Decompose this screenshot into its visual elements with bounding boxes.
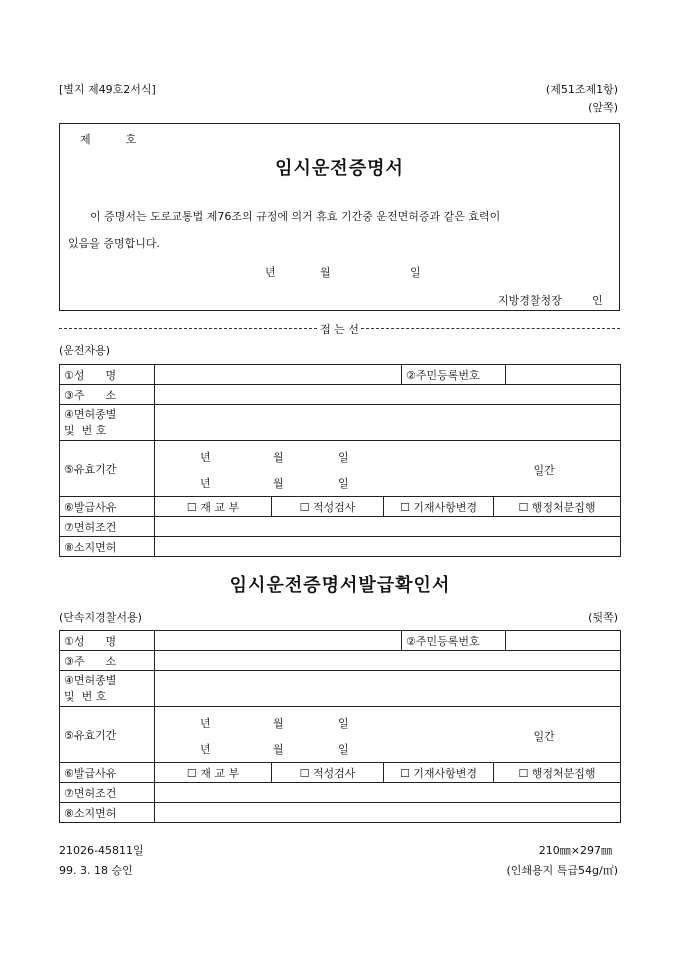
table-row <box>60 537 621 557</box>
validity-start-day: 일 <box>338 451 349 464</box>
held-license-label: ⑧소지면허 <box>60 803 155 823</box>
rrn-label: ②주민등록번호 <box>402 631 506 651</box>
address-label: ③주 소 <box>60 385 155 405</box>
license-condition-label: ⑦면허조건 <box>60 517 155 537</box>
reason-aptitude-test-checkbox[interactable]: ☐ 적성검사 <box>272 763 384 783</box>
validity-dates[interactable] <box>155 707 402 763</box>
name-label: ①성 명 <box>60 631 155 651</box>
held-license-field[interactable] <box>155 537 621 557</box>
validity-days[interactable] <box>402 441 621 497</box>
license-type-label <box>60 671 155 707</box>
certificate-year: 년 <box>265 266 276 279</box>
certificate-body-line2: 있음을 증명합니다. <box>68 237 161 250</box>
license-type-label-line1: ④면허종별 <box>64 407 117 421</box>
validity-start-year: 년 <box>200 717 211 730</box>
license-condition-field[interactable] <box>155 783 621 803</box>
license-type-label <box>60 405 155 441</box>
validity-start-day: 일 <box>338 717 349 730</box>
validity-start-year: 년 <box>200 451 211 464</box>
reason-label: ⑥발급사유 <box>60 497 155 517</box>
license-type-field[interactable] <box>155 671 621 707</box>
fold-line <box>59 321 620 335</box>
certificate-body-line1: 이 증명서는 도로교통법 제76조의 규정에 의거 휴효 기간중 운전면허증과 같은 효력이 <box>90 210 501 223</box>
back-side-label: (뒷쪽) <box>588 611 618 624</box>
reason-record-change-checkbox[interactable]: ☐ 기재사항변경 <box>384 763 494 783</box>
reason-record-change-checkbox[interactable]: ☐ 기재사항변경 <box>384 497 494 517</box>
reason-administrative-action-checkbox[interactable]: ☐ 행정처분집행 <box>494 763 621 783</box>
table-row <box>60 783 621 803</box>
driver-copy-caption: (운전자용) <box>59 344 111 357</box>
license-type-label-line1: ④면허종별 <box>64 673 117 687</box>
confirmation-title: 임시운전증명서발급확인서 <box>229 575 451 596</box>
rrn-field[interactable] <box>506 631 621 651</box>
validity-start-month: 월 <box>273 451 284 464</box>
validity-days-suffix: 일간 <box>533 730 555 743</box>
reason-reissue-checkbox[interactable]: ☐ 재 교 부 <box>155 763 272 783</box>
paper-size: 210㎜×297㎜ <box>538 844 612 857</box>
rrn-label: ②주민등록번호 <box>402 365 506 385</box>
certificate-number: 제 호 <box>80 133 137 146</box>
validity-end-month: 월 <box>273 477 284 490</box>
table-row <box>60 671 621 707</box>
license-type-field[interactable] <box>155 405 621 441</box>
address-label: ③주 소 <box>60 651 155 671</box>
certificate-month: 월 <box>320 266 331 279</box>
certificate-box <box>59 123 620 311</box>
confirmation-caption: (단속지경찰서용) <box>59 611 142 624</box>
law-reference: (제51조제1항) <box>545 83 618 96</box>
address-field[interactable] <box>155 651 621 671</box>
validity-dates[interactable] <box>155 441 402 497</box>
validity-days[interactable] <box>402 707 621 763</box>
name-field[interactable] <box>155 365 402 385</box>
table-row <box>60 365 621 385</box>
table-row <box>60 385 621 405</box>
name-label: ①성 명 <box>60 365 155 385</box>
reason-administrative-action-checkbox[interactable]: ☐ 행정처분집행 <box>494 497 621 517</box>
table-row <box>60 803 621 823</box>
license-type-label-line2: 및 번 호 <box>64 423 107 437</box>
issuer-seal: 인 <box>592 294 603 307</box>
address-field[interactable] <box>155 385 621 405</box>
license-type-label-line2: 및 번 호 <box>64 689 107 703</box>
approval-date: 99. 3. 18 승인 <box>59 864 133 877</box>
validity-start-month: 월 <box>273 717 284 730</box>
paper-spec: (인쇄용지 특급54g/㎡) <box>506 864 618 877</box>
validity-end-day: 일 <box>338 477 349 490</box>
certificate-day: 일 <box>410 266 421 279</box>
rrn-field[interactable] <box>506 365 621 385</box>
validity-end-year: 년 <box>200 743 211 756</box>
confirmation-table <box>59 630 621 823</box>
held-license-field[interactable] <box>155 803 621 823</box>
form-code: 21026-45811일 <box>59 844 144 857</box>
table-row <box>60 707 621 763</box>
validity-end-year: 년 <box>200 477 211 490</box>
form-reference: [별지 제49호2서식] <box>59 83 156 96</box>
held-license-label: ⑧소지면허 <box>60 537 155 557</box>
reason-label: ⑥발급사유 <box>60 763 155 783</box>
table-row <box>60 517 621 537</box>
reason-aptitude-test-checkbox[interactable]: ☐ 적성검사 <box>272 497 384 517</box>
reason-reissue-checkbox[interactable]: ☐ 재 교 부 <box>155 497 272 517</box>
table-row <box>60 441 621 497</box>
validity-label: ⑤유효기간 <box>60 707 155 763</box>
license-condition-label: ⑦면허조건 <box>60 783 155 803</box>
table-row <box>60 651 621 671</box>
validity-days-suffix: 일간 <box>533 464 555 477</box>
certificate-title: 임시운전증명서 <box>275 158 404 179</box>
fold-line-label: 접 는 선 <box>320 323 359 336</box>
table-row <box>60 763 621 783</box>
table-row <box>60 405 621 441</box>
table-row <box>60 497 621 517</box>
issuer-name: 지방경찰청장 <box>498 294 562 307</box>
validity-end-day: 일 <box>338 743 349 756</box>
validity-end-month: 월 <box>273 743 284 756</box>
license-condition-field[interactable] <box>155 517 621 537</box>
driver-copy-table <box>59 364 621 557</box>
name-field[interactable] <box>155 631 402 651</box>
table-row <box>60 631 621 651</box>
validity-label: ⑤유효기간 <box>60 441 155 497</box>
front-side-label: (앞쪽) <box>588 101 618 114</box>
